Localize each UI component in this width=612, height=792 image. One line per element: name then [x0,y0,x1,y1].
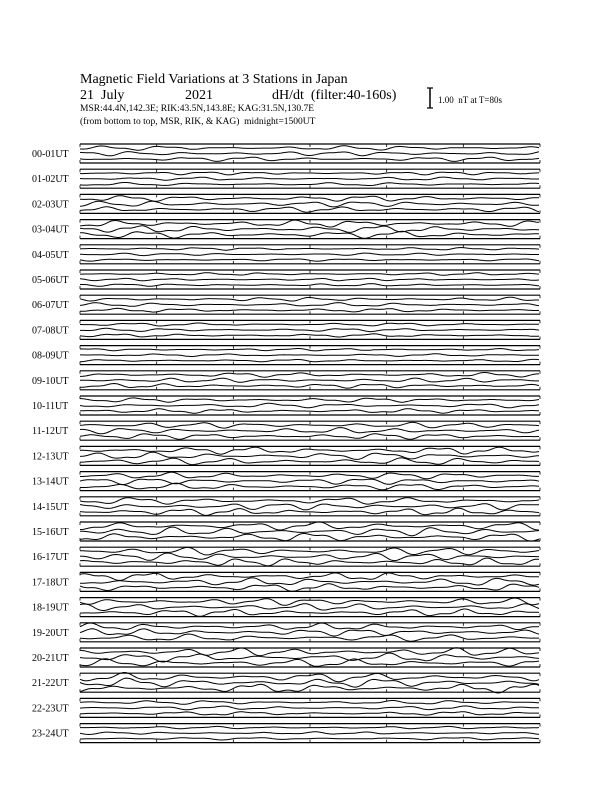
hour-label: 01-02UT [32,174,69,186]
hour-label: 17-18UT [32,577,69,589]
trace-msr [80,157,539,161]
trace-kag [80,196,539,202]
trace-rik [80,578,539,585]
hour-label: 15-16UT [32,527,69,538]
trace-rik [80,278,539,280]
trace-msr [80,558,539,566]
trace-rik [80,678,539,687]
scale-bar-label: 1.00 nT at T=80s [438,95,502,105]
trace-rik [80,629,539,636]
trace-rik [80,328,539,331]
trace-msr [80,231,539,238]
hour-label: 22-23UT [32,703,69,715]
trace-msr [80,259,539,261]
hour-label: 04-05UT [32,249,69,261]
hour-label: 09-10UT [32,375,69,387]
hour-label: 10-11UT [32,401,69,412]
trace-msr [80,458,539,465]
trace-rik [80,604,539,611]
trace-kag [80,726,539,728]
hour-label: 19-20UT [32,627,69,639]
hour-label: 12-13UT [32,451,69,463]
trace-kag [80,323,539,326]
trace-kag [80,146,539,151]
hour-label: 11-12UT [32,426,69,438]
hour-label: 03-04UT [32,224,69,236]
hour-label: 00-01UT [32,149,69,160]
trace-msr [80,384,539,389]
hour-label: 21-22UT [32,678,69,690]
trace-rik [80,504,539,510]
trace-msr [80,207,539,212]
trace-kag [80,498,539,504]
trace-msr [80,483,539,490]
trace-kag [80,547,539,555]
trace-msr [80,284,539,287]
trace-msr [80,634,539,641]
trace-rik [80,253,539,256]
hour-label: 14-15UT [32,501,69,513]
trace-kag [80,172,539,175]
trace-rik [80,201,539,207]
trace-rik [80,706,539,710]
trace-msr [80,308,539,312]
trace-kag [80,349,539,351]
date-year: 2021 [185,88,213,103]
trace-rik [80,452,539,459]
hour-label: 23-24UT [32,728,69,740]
hour-label: 06-07UT [32,300,69,312]
date-day: 21 July [80,88,125,103]
trace-kag [80,673,539,682]
filter-label: dH/dt (filter:40-160s) [272,88,397,103]
hour-label: 08-09UT [32,350,69,362]
trace-kag [80,623,539,630]
trace-rik [80,378,539,382]
trace-rik [80,354,539,357]
trace-order-note: (from bottom to top, MSR, RIK, & KAG) midnight=1500UT [80,117,316,127]
trace-kag [80,273,539,276]
trace-kag [80,297,539,301]
trace-msr [80,609,539,616]
trace-msr [80,409,539,414]
trace-kag [80,522,539,530]
trace-rik [80,226,539,233]
chart-title: Magnetic Field Variations at 3 Stations in Japan [80,72,348,87]
hour-label: 16-17UT [32,552,69,564]
trace-msr [80,659,539,667]
trace-msr [80,359,539,361]
trace-rik [80,732,539,735]
hour-label: 02-03UT [32,199,69,211]
trace-msr [80,334,539,337]
hour-label: 20-21UT [32,653,69,664]
hour-label: 05-06UT [32,275,69,286]
trace-kag [80,701,539,705]
trace-rik [80,428,539,434]
trace-kag [80,398,539,402]
hour-label: 07-08UT [32,325,69,337]
trace-kag [80,648,539,656]
trace-rik [80,152,539,156]
hour-label: 18-19UT [32,602,69,614]
trace-rik [80,403,539,408]
trace-msr [80,183,539,186]
trace-kag [80,248,539,251]
trace-rik [80,479,539,484]
trace-msr [80,434,539,439]
trace-kag [80,422,539,428]
trace-kag [80,373,539,378]
trace-kag [80,472,539,479]
trace-msr [80,738,539,740]
hour-label: 13-14UT [32,476,69,488]
trace-msr [80,584,539,591]
trace-rik [80,303,539,307]
trace-kag [80,220,539,227]
trace-rik [80,177,539,180]
trace-msr [80,712,539,715]
trace-msr [80,534,539,542]
station-coordinates: MSR:44.4N,142.3E; RIK:43.5N,143.8E; KAG:31.5N,130.7E [80,104,315,114]
